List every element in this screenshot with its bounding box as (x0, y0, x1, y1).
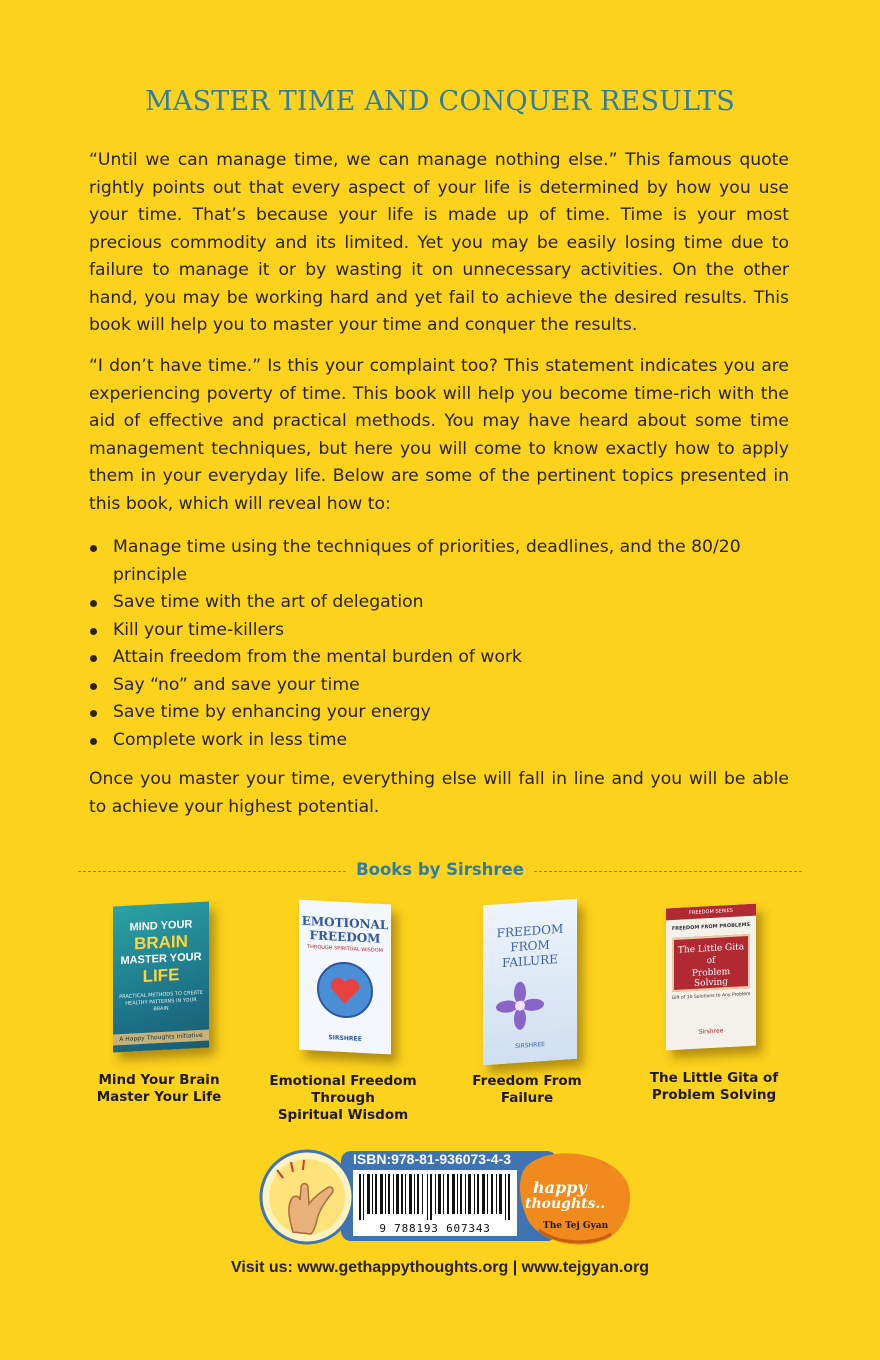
book-cover: FREEDOM FROM FAILURE SIRSHREE (483, 899, 577, 1066)
bullet-icon (90, 738, 97, 745)
visit-links: Visit us: www.gethappythoughts.org | www.tejgyan.org (230, 1259, 650, 1276)
topics-list (89, 534, 789, 754)
isbn-footer (253, 1148, 633, 1246)
books-divider (78, 858, 802, 886)
bullet-icon (90, 683, 97, 690)
book-mind-your-brain[interactable] (59, 892, 259, 1122)
intro-paragraph: “Until we can manage time, we can manage nothing else.” This famous quote rightly points out that every aspect of your life is determined by how you use your time. That’s because your life is made up of time. Time is your most precious commodity and its limited. Yet you may be easily losing time due to failure to manage it or by wasting it on unnecessary activities. On the other hand, you may be working hard and yet fail to achieve the desired results. This book will help you to master your time and conquer the results. (89, 150, 789, 335)
bullet-icon (90, 600, 97, 607)
barcode-bars-icon (359, 1174, 511, 1220)
heart-artwork-icon (315, 958, 375, 1021)
bullet-icon (90, 710, 97, 717)
book-cover: FREEDOM SERIES FREEDOM FROM PROBLEMS The Little Gita of Problem Solving Gift of 10 Solutions to Any Problem Sirshree (666, 904, 756, 1051)
list-item: Attain freedom from the mental burden of work (89, 644, 789, 672)
logo-text-thoughts: thoughts.. (525, 1196, 606, 1212)
dashed-rule-right (534, 871, 802, 872)
hand-gesture-icon (253, 1148, 361, 1246)
book-emotional-freedom[interactable] (243, 892, 443, 1122)
book-cover: EMOTIONAL FREEDOM THROUGH SPIRITUAL WISDOM SIRSHREE (299, 900, 391, 1055)
barcode (353, 1170, 517, 1236)
closing-paragraph: Once you master your time, everything else will fall in line and you will be able to achieve your highest potential. (89, 769, 789, 817)
isbn-label: ISBN:978-81-936073-4-3 (353, 1151, 511, 1167)
book-caption: Freedom From Failure (472, 1073, 582, 1106)
barcode-number: 9 788193 607343 (379, 1222, 491, 1235)
list-item: Manage time using the techniques of priorities, deadlines, and the 80/20 principle (89, 534, 789, 589)
bullet-icon (90, 628, 97, 635)
logo-text-happy: happy (533, 1178, 587, 1197)
book-little-gita[interactable] (614, 892, 814, 1122)
bullet-icon (90, 545, 97, 552)
page-title: MASTER TIME AND CONQUER RESULTS (145, 86, 735, 117)
list-item: Kill your time-killers (89, 617, 789, 645)
list-item: Complete work in less time (89, 727, 789, 755)
flower-artwork-icon (495, 979, 545, 1032)
cover-title-panel: The Little Gita of Problem Solving (672, 934, 750, 992)
bullet-icon (90, 655, 97, 662)
logo-text-tej-gyan: The Tej Gyan (543, 1221, 609, 1231)
list-item: Save time by enhancing your energy (89, 699, 789, 727)
book-caption: Mind Your Brain Master Your Life (96, 1072, 222, 1105)
list-item: Say “no” and save your time (89, 672, 789, 700)
book-caption: The Little Gita of Problem Solving (649, 1070, 779, 1103)
books-heading: Books by Sirshree (356, 860, 524, 879)
book-caption: Emotional Freedom Through Spiritual Wisdom (269, 1073, 417, 1123)
list-item: Save time with the art of delegation (89, 589, 789, 617)
book-cover: MIND YOUR BRAIN MASTER YOUR LIFE PRACTICAL METHODS TO CREATE HEALTHY PATTERNS IN YOUR BRAIN A Happy Thoughts Initiative (113, 901, 209, 1052)
second-paragraph: “I don’t have time.” Is this your complaint too? This statement indicates you are experiencing poverty of time. This book will help you become time-rich with the aid of effective and practical methods. You may have heard about some time management techniques, but here you will come to know exactly how to apply them in your everyday life. Below are some of the pertinent topics presented in this book, which will reveal how to: (89, 356, 789, 514)
book-freedom-from-failure[interactable] (427, 892, 627, 1122)
